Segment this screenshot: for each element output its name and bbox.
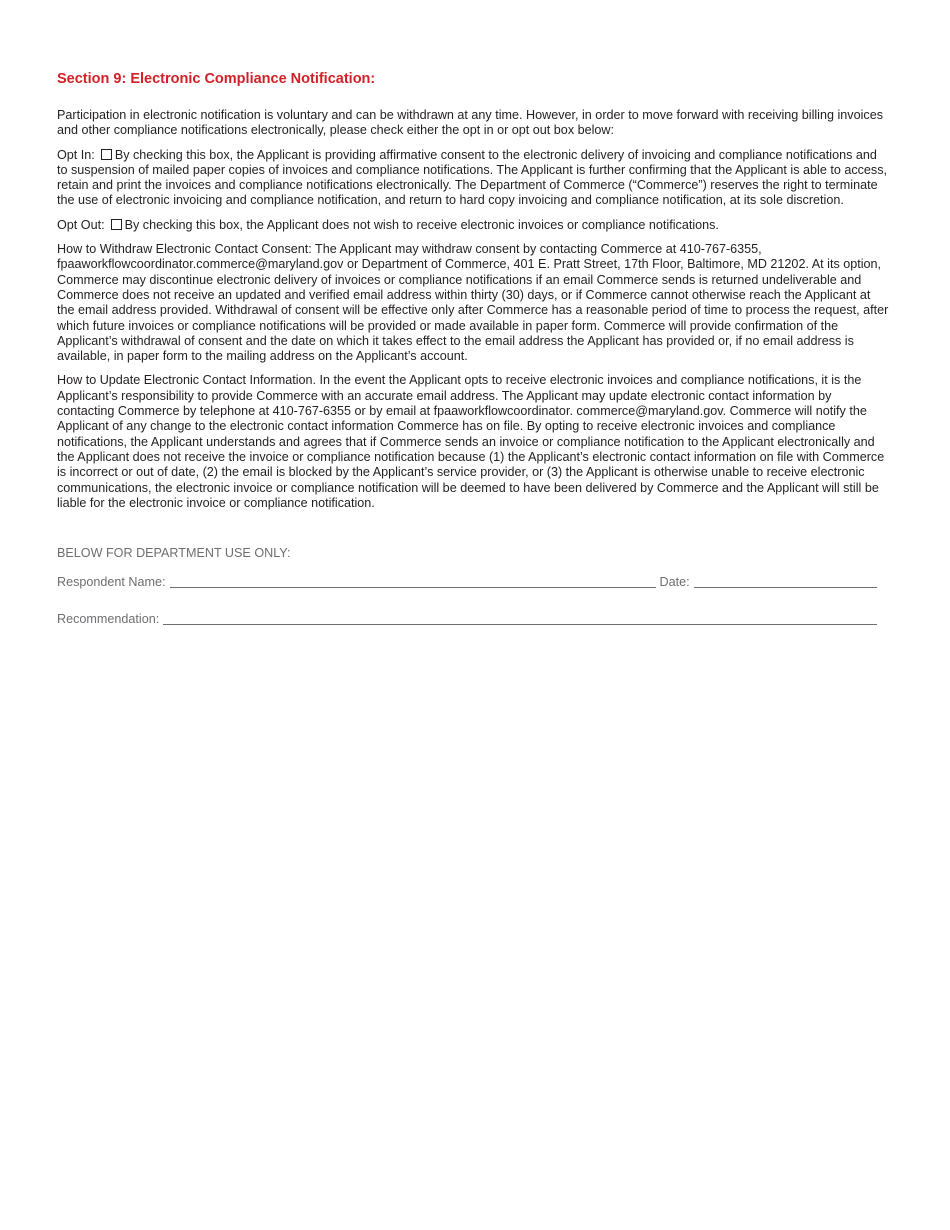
recommendation-label: Recommendation: <box>57 612 160 627</box>
opt-in-text: By checking this box, the Applicant is providing affirmative consent to the electronic delivery of invoicing and compliance notifications and to suspension of mailed paper copies of invoices and compliance notifications. The Applicant is further confirming that the Applicant is able to access, retain and print the invoices and compliance notifications electronically. The Department of Commerce (“Commerce”) reserves the right to terminate the use of electronic invoicing and compliance notification, and return to hard copy invoicing and compliance notification, at its sole discretion. <box>57 147 888 208</box>
date-label: Date: <box>659 575 690 590</box>
recommendation-field[interactable] <box>163 611 877 625</box>
opt-out-paragraph <box>57 218 889 233</box>
opt-out-label: Opt Out: <box>57 217 105 232</box>
form-page <box>57 68 889 627</box>
respondent-name-field[interactable] <box>170 574 656 588</box>
opt-in-paragraph <box>57 148 889 209</box>
respondent-date-row <box>57 574 877 590</box>
opt-out-checkbox[interactable] <box>111 219 122 230</box>
update-contact-paragraph: How to Update Electronic Contact Information. In the event the Applicant opts to receive electronic invoices and compliance notifications, it is the Applicant’s responsibility to provide Commerce with an accurate email address. The Applicant may update electronic contact information by contacting Commerce by telephone at 410-767-6355 or by email at fpaaworkflowcoordinator. commerce@maryland.gov. Commerce will notify the Applicant of any change to the electronic contact information Commerce has on file. By opting to receive electronic invoices and compliance notifications, the Applicant understands and agrees that if Commerce sends an invoice or compliance notification to the Applicant electronically and the Applicant does not receive the invoice or compliance notification because (1) the Applicant’s electronic contact information on file with Commerce is incorrect or out of date, (2) the email is blocked by the Applicant’s service provider, or (3) the Applicant is otherwise unable to receive electronic communications, the electronic invoice or compliance notification will be deemed to have been delivered by Commerce and the Applicant will still be liable for the electronic invoice or compliance notification. <box>57 373 885 510</box>
opt-in-checkbox[interactable] <box>101 149 112 160</box>
date-field[interactable] <box>694 574 877 588</box>
opt-out-text: By checking this box, the Applicant does not wish to receive electronic invoices or compliance notifications. <box>124 217 719 232</box>
respondent-name-label: Respondent Name: <box>57 575 166 590</box>
intro-paragraph: Participation in electronic notification is voluntary and can be withdrawn at any time. However, in order to move forward with receiving billing invoices and other compliance notifications electronically, please check either the opt in or opt out box below: <box>57 108 883 138</box>
opt-in-label: Opt In: <box>57 147 95 162</box>
withdraw-consent-paragraph: How to Withdraw Electronic Contact Consent: The Applicant may withdraw consent by contacting Commerce at 410-767-6355, fpaaworkflowcoordinator.commerce@maryland.gov or Department of Commerce, 401 E. Pratt Street, 17th Floor, Baltimore, MD 21202. At its option, Commerce may discontinue electronic delivery of invoices or compliance notifications if an email Commerce sends is returned undeliverable and Commerce does not receive an updated and verified email address within thirty (30) days, or if Commerce cannot otherwise reach the Applicant at the email address provided. Withdrawal of consent will be effective only after Commerce has a reasonable period of time to process the request, after which future invoices or compliance notifications will be provided or made available in paper form. Commerce will provide confirmation of the Applicant’s withdrawal of consent and the date on which it takes effect to the email address the Applicant has provided or, if no email address is available, in paper form to the mailing address on the Applicant’s account. <box>57 242 889 364</box>
recommendation-row <box>57 611 877 627</box>
department-use-heading: BELOW FOR DEPARTMENT USE ONLY: <box>57 546 291 561</box>
section-title: Section 9: Electronic Compliance Notification: <box>57 71 376 87</box>
